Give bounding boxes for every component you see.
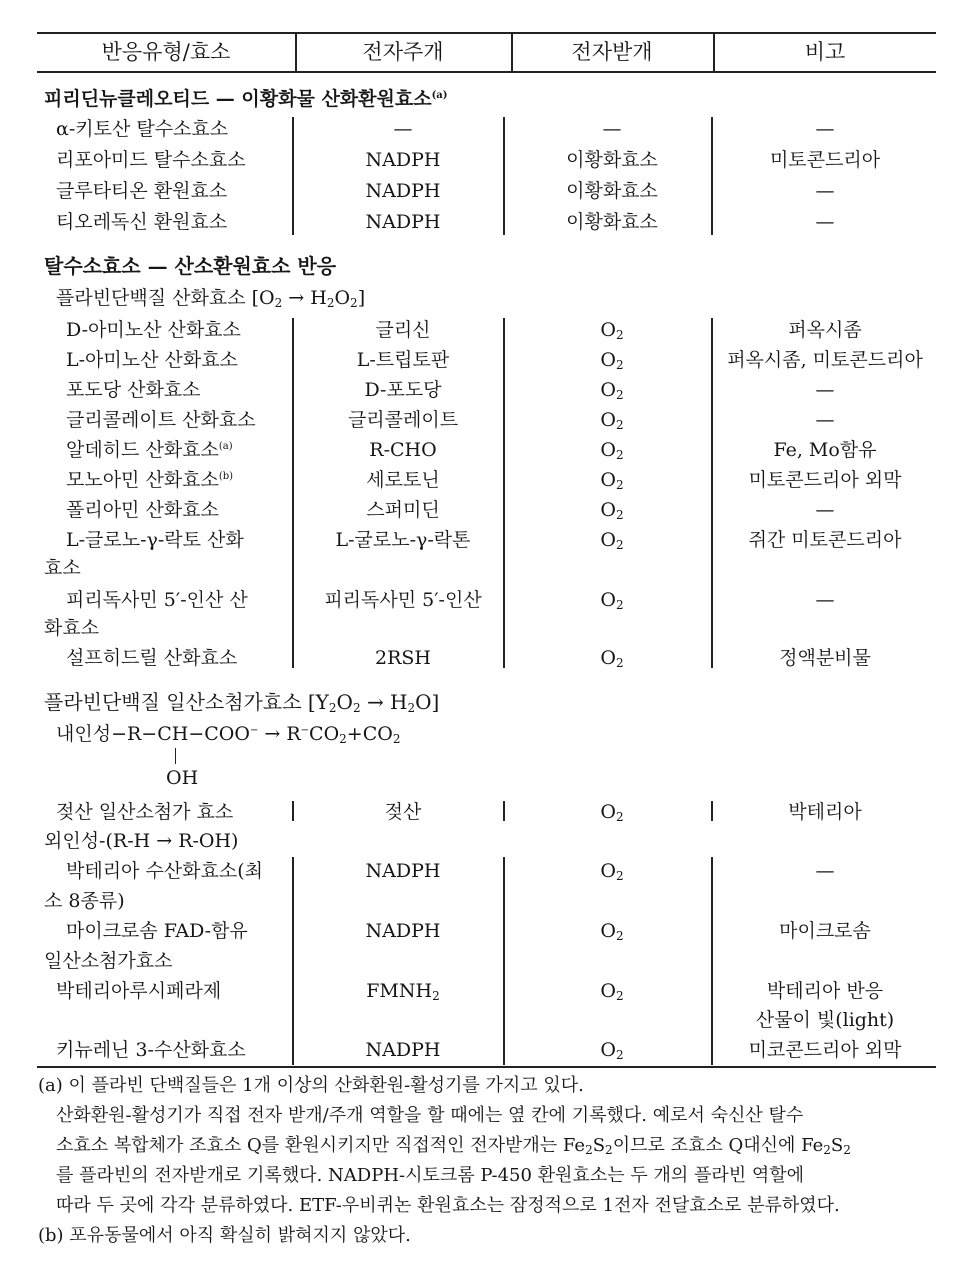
donor-cell: 스퍼미딘: [366, 499, 440, 521]
table-bottom-rule: [37, 1066, 936, 1068]
remark-cell: 박테리아: [788, 801, 862, 823]
header-cell-donor: 전자주개: [362, 40, 444, 64]
enzyme-name: 티오레독신 환원효소: [56, 211, 228, 233]
donor-cell: R-CHO: [369, 439, 437, 461]
header-divider: [713, 32, 715, 72]
column-divider: [292, 117, 294, 235]
remark-cell: —: [815, 589, 835, 611]
footnote-text-part: S: [830, 1135, 844, 1156]
donor-cell: NADPH: [365, 211, 441, 233]
subscript: 2: [615, 418, 624, 432]
subscript: 2: [274, 296, 283, 310]
subscript: 2: [615, 989, 624, 1003]
section-title-text: → H: [366, 690, 408, 714]
enzyme-name-text: 모노아민 산화효소: [66, 469, 219, 491]
subscript: 2: [615, 656, 624, 670]
enzyme-name: 리포아미드 탈수소효소: [56, 149, 246, 171]
enzyme-name-wrap: 효소: [44, 557, 81, 579]
acceptor-o: O: [600, 469, 616, 491]
footnote-a-text: 따라 두 곳에 각각 분류하였다. ETF-우비퀴논 환원효소는 잠정적으로 1전자 전달효소로 분류하였다.: [56, 1195, 840, 1216]
subscript: 2: [605, 1143, 613, 1157]
footnote-mark: (b): [218, 471, 234, 482]
acceptor-cell: 이황화효소: [566, 149, 658, 171]
remark-cell: —: [815, 409, 835, 431]
subscript: 2: [432, 989, 440, 1003]
formula-bond: [175, 748, 176, 764]
donor-cell: NADPH: [365, 920, 441, 942]
footnote-text-part: 이므로 조효소 Q대신에 Fe: [612, 1135, 824, 1156]
acceptor-cell: —: [602, 118, 622, 140]
subscript: 2: [339, 732, 347, 746]
donor-cell: 젖산: [384, 801, 422, 823]
column-divider: [711, 318, 713, 668]
column-divider: [503, 318, 505, 668]
acceptor-cell: [512, 438, 712, 462]
donor-cell: L-굴로노-γ-락톤: [335, 529, 471, 551]
acceptor-cell: [512, 859, 712, 883]
donor-cell: 세로토닌: [366, 469, 440, 491]
enzyme-name: 포도당 산화효소: [66, 379, 201, 401]
acceptor-cell: [512, 498, 712, 522]
remark-cell: —: [815, 211, 835, 233]
acceptor-cell: [512, 348, 712, 372]
acceptor-cell: [512, 919, 712, 943]
donor-cell: 2RSH: [375, 647, 431, 669]
section-title-text: 플라빈단백질 일산소첨가효소 [Y: [44, 690, 329, 714]
acceptor-o: O: [600, 379, 616, 401]
footnote-a-text: 를 플라빈의 전자받개로 기록했다. NADPH-시토크롬 P-450 환원효소는 두 개의 플라빈 역할에: [56, 1165, 804, 1186]
enzyme-name: [66, 438, 233, 462]
internal-formula: [56, 722, 400, 746]
subscript: 2: [352, 701, 361, 715]
subsection-text: → H: [288, 287, 327, 309]
acceptor-o: O: [600, 319, 616, 341]
acceptor-o: O: [600, 980, 616, 1002]
enzyme-name: 폴리아민 산화효소: [66, 499, 219, 521]
header-bottom-rule: [37, 71, 936, 73]
section-title-text: 피리딘뉴클레오티드 — 이황화물 산화환원효소: [44, 88, 432, 110]
footnote-a-text: [56, 1131, 851, 1161]
enzyme-name: α-키토산 탈수소효소: [56, 118, 229, 140]
footnote-b: (b) 포유동물에서 아직 확실히 밝혀지지 않았다.: [38, 1225, 411, 1246]
subsection-title: [56, 286, 365, 310]
enzyme-name: D-아미노산 산화효소: [66, 319, 241, 341]
table-top-rule: [37, 32, 936, 34]
column-divider: [292, 318, 294, 668]
donor-cell: —: [393, 118, 413, 140]
donor-cell: L-트립토판: [356, 349, 450, 371]
remark-cell: —: [815, 379, 835, 401]
formula-oh: OH: [166, 767, 199, 789]
enzyme-name-wrap: 일산소첨가효소: [44, 950, 173, 972]
subscript: 2: [326, 296, 335, 310]
superscript: −: [300, 725, 310, 736]
acceptor-cell: [512, 468, 712, 492]
acceptor-o: O: [600, 409, 616, 431]
remark-cell: 미토콘드리아: [769, 149, 881, 171]
column-divider: [503, 117, 505, 235]
subsection-text: ]: [357, 287, 366, 309]
acceptor-cell: 이황화효소: [566, 211, 658, 233]
acceptor-cell: [512, 1038, 712, 1062]
subscript: 2: [615, 358, 624, 372]
remark-cell: —: [815, 860, 835, 882]
enzyme-name-wrap: 소 8종류): [44, 890, 125, 912]
acceptor-o: O: [600, 589, 616, 611]
subscript: 2: [843, 1143, 851, 1157]
remark-cell: 박테리아 반응: [766, 980, 884, 1002]
external-label: 외인성-(R-H → R-OH): [44, 830, 239, 852]
acceptor-o: O: [600, 439, 616, 461]
donor-cell: 피리독사민 5′-인산: [324, 589, 482, 611]
header-cell-type: 반응유형/효소: [101, 40, 231, 64]
remark-cell: 미코콘드리아 외막: [748, 1039, 902, 1061]
acceptor-o: O: [600, 349, 616, 371]
footnote-a-text: 산화환원-활성기가 직접 전자 받개/주개 역할을 할 때에는 옆 칸에 기록했다. 예로서 숙신산 탈수: [56, 1105, 804, 1126]
acceptor-cell: [512, 979, 712, 1003]
subscript: 2: [615, 1048, 624, 1062]
remark-cell: Fe, Mo함유: [773, 439, 877, 461]
donor-cell: NADPH: [365, 180, 441, 202]
column-divider: [503, 857, 505, 1065]
column-divider: [292, 801, 294, 821]
subscript: 2: [615, 598, 624, 612]
formula-part: −R−CH−COO: [111, 723, 250, 745]
subscript: 2: [350, 296, 358, 310]
footnote-a: (a) 이 플라빈 단백질들은 1개 이상의 산화환원-활성기를 가지고 있다.: [38, 1075, 584, 1096]
subscript: 2: [823, 1143, 831, 1157]
acceptor-o: O: [600, 920, 616, 942]
header-cell-acceptor: 전자받개: [571, 40, 653, 64]
header-divider: [295, 32, 297, 72]
acceptor-cell: [512, 378, 712, 402]
subscript: 2: [585, 1143, 593, 1157]
enzyme-name: 젖산 일산소첨가 효소: [56, 801, 234, 823]
section-title-text: O: [336, 690, 353, 714]
enzyme-name: 글루타티온 환원효소: [56, 180, 228, 202]
subscript: 2: [407, 701, 416, 715]
acceptor-o: O: [600, 860, 616, 882]
acceptor-cell: [512, 528, 712, 552]
enzyme-name: L-글로노-γ-락토 산화: [66, 529, 244, 551]
acceptor-cell: [512, 318, 712, 342]
enzyme-name: 박테리아 수산화효소(최: [66, 860, 263, 882]
remark-cell: —: [815, 180, 835, 202]
subscript: 2: [615, 508, 624, 522]
subscript: 2: [615, 538, 624, 552]
enzyme-name: 마이크로솜 FAD-함유: [66, 920, 248, 942]
acceptor-cell: [512, 408, 712, 432]
enzyme-name: 박테리아루시페라제: [56, 980, 222, 1002]
column-divider: [711, 117, 713, 235]
acceptor-o: O: [600, 499, 616, 521]
acceptor-cell: 이황화효소: [566, 180, 658, 202]
superscript: −: [249, 725, 259, 736]
column-divider: [711, 801, 713, 821]
acceptor-cell: [512, 800, 712, 824]
enzyme-name-wrap: 화효소: [44, 617, 100, 639]
subscript: 2: [615, 869, 624, 883]
enzyme-name: 키뉴레닌 3-수산화효소: [56, 1039, 246, 1061]
section-title: [44, 87, 448, 111]
remark-cell: 퍼옥시좀, 미토콘드리아: [727, 349, 923, 371]
subscript: 2: [615, 388, 624, 402]
donor-cell: [296, 979, 510, 1003]
formula-part: → R: [258, 723, 301, 745]
donor-cell: NADPH: [365, 149, 441, 171]
enzyme-name: 설프히드릴 산화효소: [66, 647, 238, 669]
subscript: 2: [615, 478, 624, 492]
remark-cell: 미토콘드리아 외막: [748, 469, 902, 491]
acceptor-cell: [512, 588, 712, 612]
subscript: 2: [615, 810, 624, 824]
footnote-text-part: 소효소 복합체가 조효소 Q를 환원시키지만 직접적인 전자받개는 Fe: [56, 1135, 586, 1156]
remark-cell-wrap: 산물이 빛(light): [755, 1009, 895, 1031]
donor-cell: 글리신: [375, 319, 431, 341]
column-divider: [711, 857, 713, 1065]
remark-cell: 쥐간 미토콘드리아: [748, 529, 902, 551]
remark-cell: —: [815, 118, 835, 140]
footnote-text-part: S: [592, 1135, 606, 1156]
formula-part: +CO: [346, 723, 393, 745]
remark-cell: —: [815, 499, 835, 521]
footnote-mark: (a): [218, 441, 233, 452]
enzyme-name: 피리독사민 5′-인산 산: [66, 589, 248, 611]
header-divider: [511, 32, 513, 72]
footnote-mark: (a): [431, 90, 448, 101]
enzyme-name: [66, 468, 233, 492]
section-title: 탈수소효소 — 산소환원효소 반응: [44, 254, 337, 278]
subscript: 2: [328, 701, 337, 715]
donor-cell: NADPH: [365, 1039, 441, 1061]
formula-part: CO: [309, 723, 340, 745]
acceptor-o: O: [600, 647, 616, 669]
subsection-text: O: [334, 287, 351, 309]
enzyme-name: 글리콜레이트 산화효소: [66, 409, 256, 431]
formula-label: 내인성: [56, 723, 112, 745]
column-divider: [292, 857, 294, 1065]
acceptor-o: O: [600, 801, 616, 823]
donor-cell: NADPH: [365, 860, 441, 882]
subscript: 2: [392, 732, 401, 746]
subscript: 2: [615, 328, 624, 342]
subscript: 2: [615, 929, 624, 943]
header-cell-remark: 비고: [804, 40, 846, 64]
donor-cell: D-포도당: [364, 379, 442, 401]
column-divider: [503, 801, 505, 821]
enzyme-name-text: 알데히드 산화효소: [66, 439, 219, 461]
section-title-text: O]: [415, 690, 440, 714]
donor-cell: 글리콜레이트: [347, 409, 459, 431]
acceptor-o: O: [600, 529, 616, 551]
subsection-text: 플라빈단백질 산화효소 [O: [56, 287, 275, 309]
remark-cell: 퍼옥시좀: [788, 319, 862, 341]
acceptor-o: O: [600, 1039, 616, 1061]
remark-cell: 마이크로솜: [779, 920, 871, 942]
acceptor-cell: [512, 646, 712, 670]
subscript: 2: [615, 448, 624, 462]
donor-text: FMNH: [366, 980, 433, 1002]
remark-cell: 정액분비물: [779, 647, 871, 669]
section-title: [44, 690, 439, 714]
enzyme-name: L-아미노산 산화효소: [66, 349, 238, 371]
